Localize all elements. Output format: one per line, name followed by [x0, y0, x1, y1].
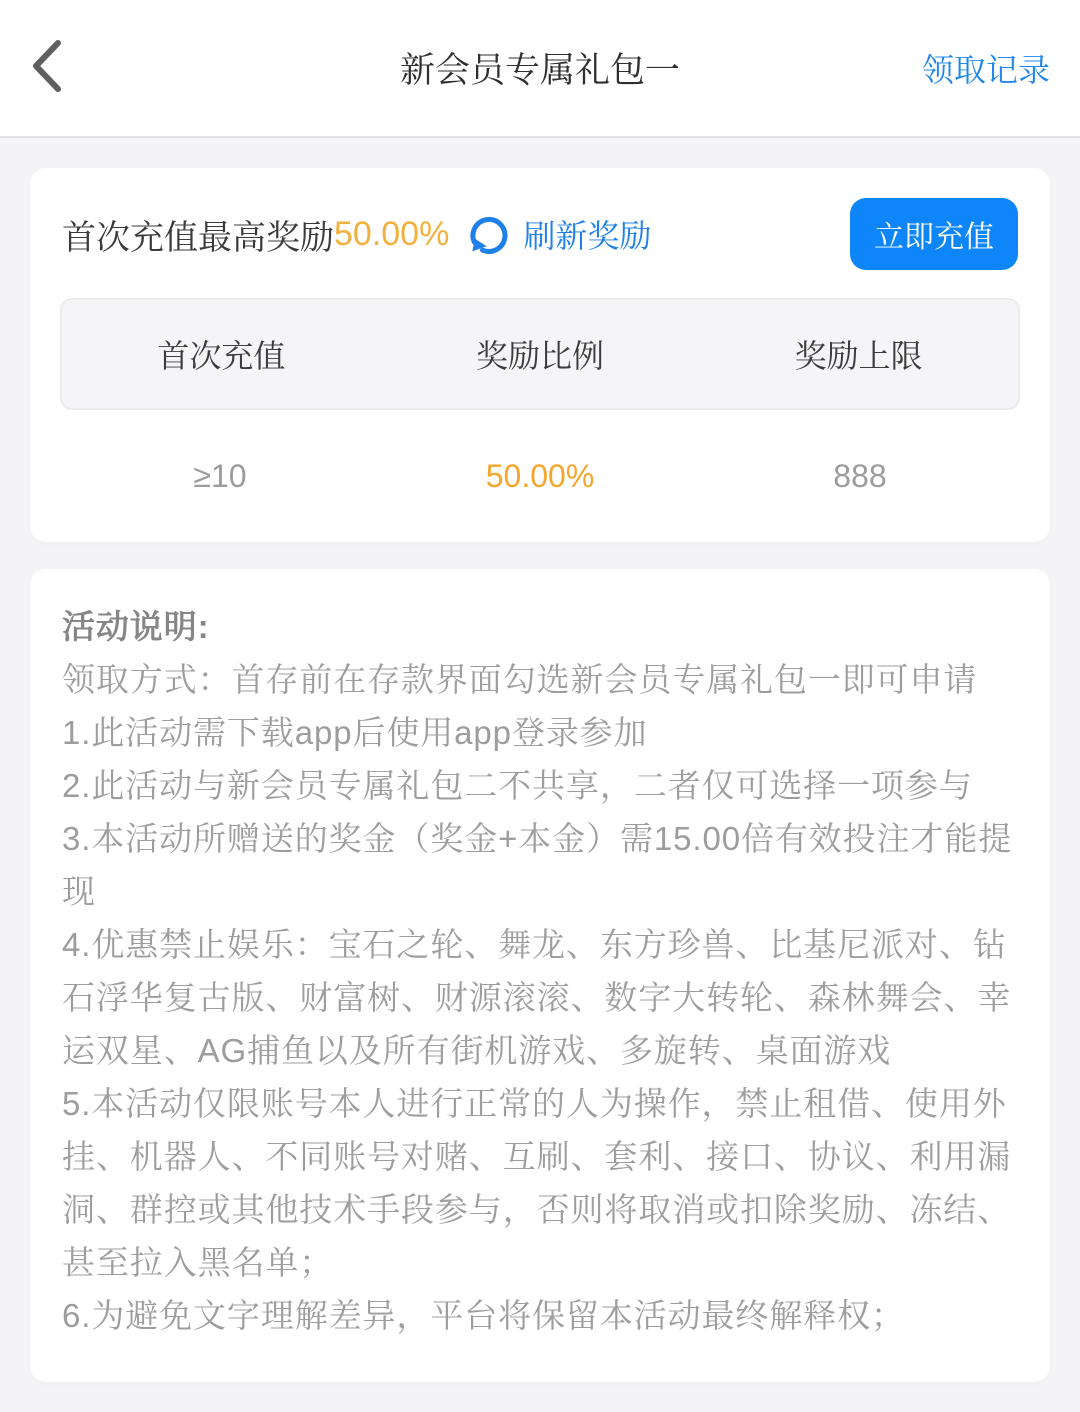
promo-label: 首次充值最高奖励 [62, 218, 334, 257]
rule-paragraph: 2.此活动与新会员专属礼包二不共享，二者仅可选择一项参与 [62, 767, 973, 804]
refresh-rewards-control[interactable] [465, 211, 651, 257]
promo-top-row [30, 168, 1050, 270]
rules-title: 活动说明: [62, 608, 210, 645]
table-header-reward-cap: 奖励上限 [794, 338, 923, 374]
page-content [0, 138, 1080, 1382]
refresh-icon [465, 211, 511, 257]
app-bar [0, 0, 1080, 138]
table-header-first-deposit: 首次充值 [157, 338, 286, 374]
chevron-left-icon [30, 38, 64, 99]
cell-min-deposit: ≥10 [193, 457, 247, 494]
table-row [60, 410, 1020, 542]
rules-card [30, 569, 1050, 1382]
page-title: 新会员专属礼包一 [399, 51, 680, 90]
rule-paragraph: 领取方式：首存前在存款界面勾选新会员专属礼包一即可申请 [62, 661, 978, 698]
recharge-now-button[interactable]: 立即充值 [850, 198, 1018, 270]
back-button[interactable] [30, 28, 90, 108]
promo-card [30, 168, 1050, 542]
rule-paragraph: 5.本活动仅限账号本人进行正常的人为操作，禁止租借、使用外挂、机器人、不同账号对赌、互刷、套利、接口、协议、利用漏洞、群控或其他技术手段参与，否则将取消或扣除奖励、冻结、甚至拉入黑名单； [62, 1085, 1012, 1281]
rule-paragraph: 1.此活动需下载app后使用app登录参加 [62, 714, 648, 751]
reward-table-header [60, 298, 1020, 410]
rule-paragraph: 4.优惠禁止娱乐：宝石之轮、舞龙、东方珍兽、比基尼派对、钻石浮华复古版、财富树、财源滚滚、数字大转轮、森林舞会、幸运双星、AG捕鱼以及所有街机游戏、多旋转、桌面游戏 [62, 926, 1012, 1069]
refresh-label: 刷新奖励 [523, 218, 652, 254]
promo-reward-value: 50.00% [334, 214, 450, 253]
cell-reward-ratio: 50.00% [485, 457, 595, 494]
rule-paragraph: 3.本活动所赠送的奖金（奖金+本金）需15.00倍有效投注才能提现 [62, 820, 1013, 910]
cell-reward-cap: 888 [833, 457, 887, 494]
table-header-reward-ratio: 奖励比例 [476, 338, 605, 374]
rule-paragraph: 6.为避免文字理解差异，平台将保留本活动最终解释权； [62, 1297, 905, 1334]
claim-records-link[interactable]: 领取记录 [921, 52, 1050, 88]
